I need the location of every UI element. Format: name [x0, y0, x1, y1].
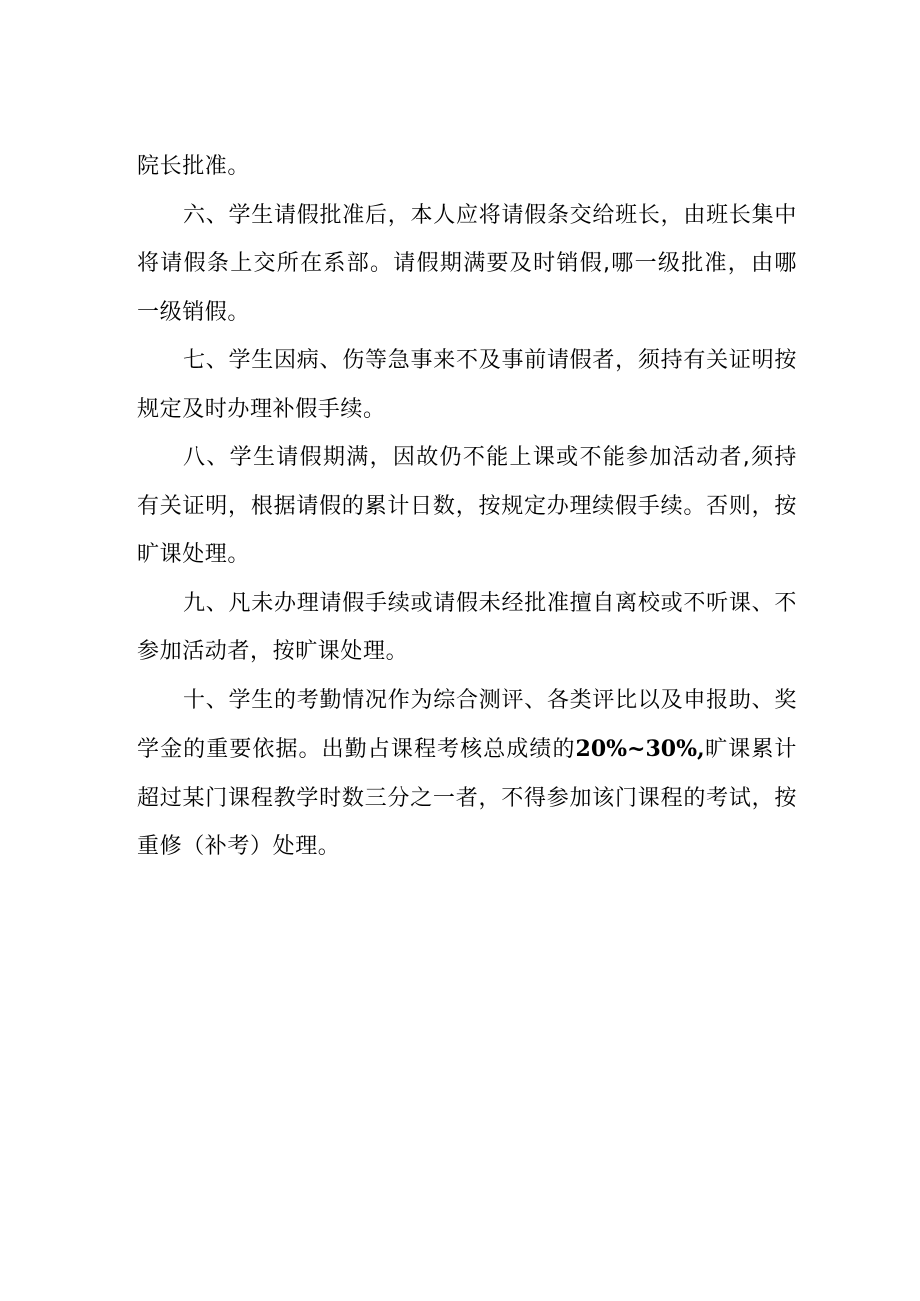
paragraph-item-10-text-after: 旷课累计超过某门课程教学时数三分之一者，不得参加该门课程的考试，按重修（补考）处理。: [137, 737, 797, 859]
paragraph-continuation: 院长批准。: [137, 154, 251, 179]
paragraph-item-10: [137, 677, 797, 872]
paragraph-item-9: 九、凡未办理请假手续或请假未经批准擅自离校或不听课、不参加活动者，按旷课处理。: [137, 590, 797, 664]
document-body: [137, 143, 797, 872]
paragraph-item-10-percentage: 20%~30%,: [575, 736, 705, 762]
paragraph-item-6: 六、学生请假批准后，本人应将请假条交给班长，由班长集中将请假条上交所在系部。请假期满要及时销假,哪一级批准，由哪一级销假。: [137, 202, 797, 325]
paragraph-item-10-text-before: 十、学生的考勤情况作为综合测评、各类评比以及申报助、奖学金的重要依据。出勤占课程考核总成绩的: [137, 687, 797, 762]
paragraph-item-7: 七、学生因病、伤等急事来不及事前请假者，须持有关证明按规定及时办理补假手续。: [137, 348, 797, 422]
paragraph-item-8: 八、学生请假期满，因故仍不能上课或不能参加活动者,须持有关证明，根据请假的累计日数，按规定办理续假手续。否则，按旷课处理。: [137, 445, 797, 567]
